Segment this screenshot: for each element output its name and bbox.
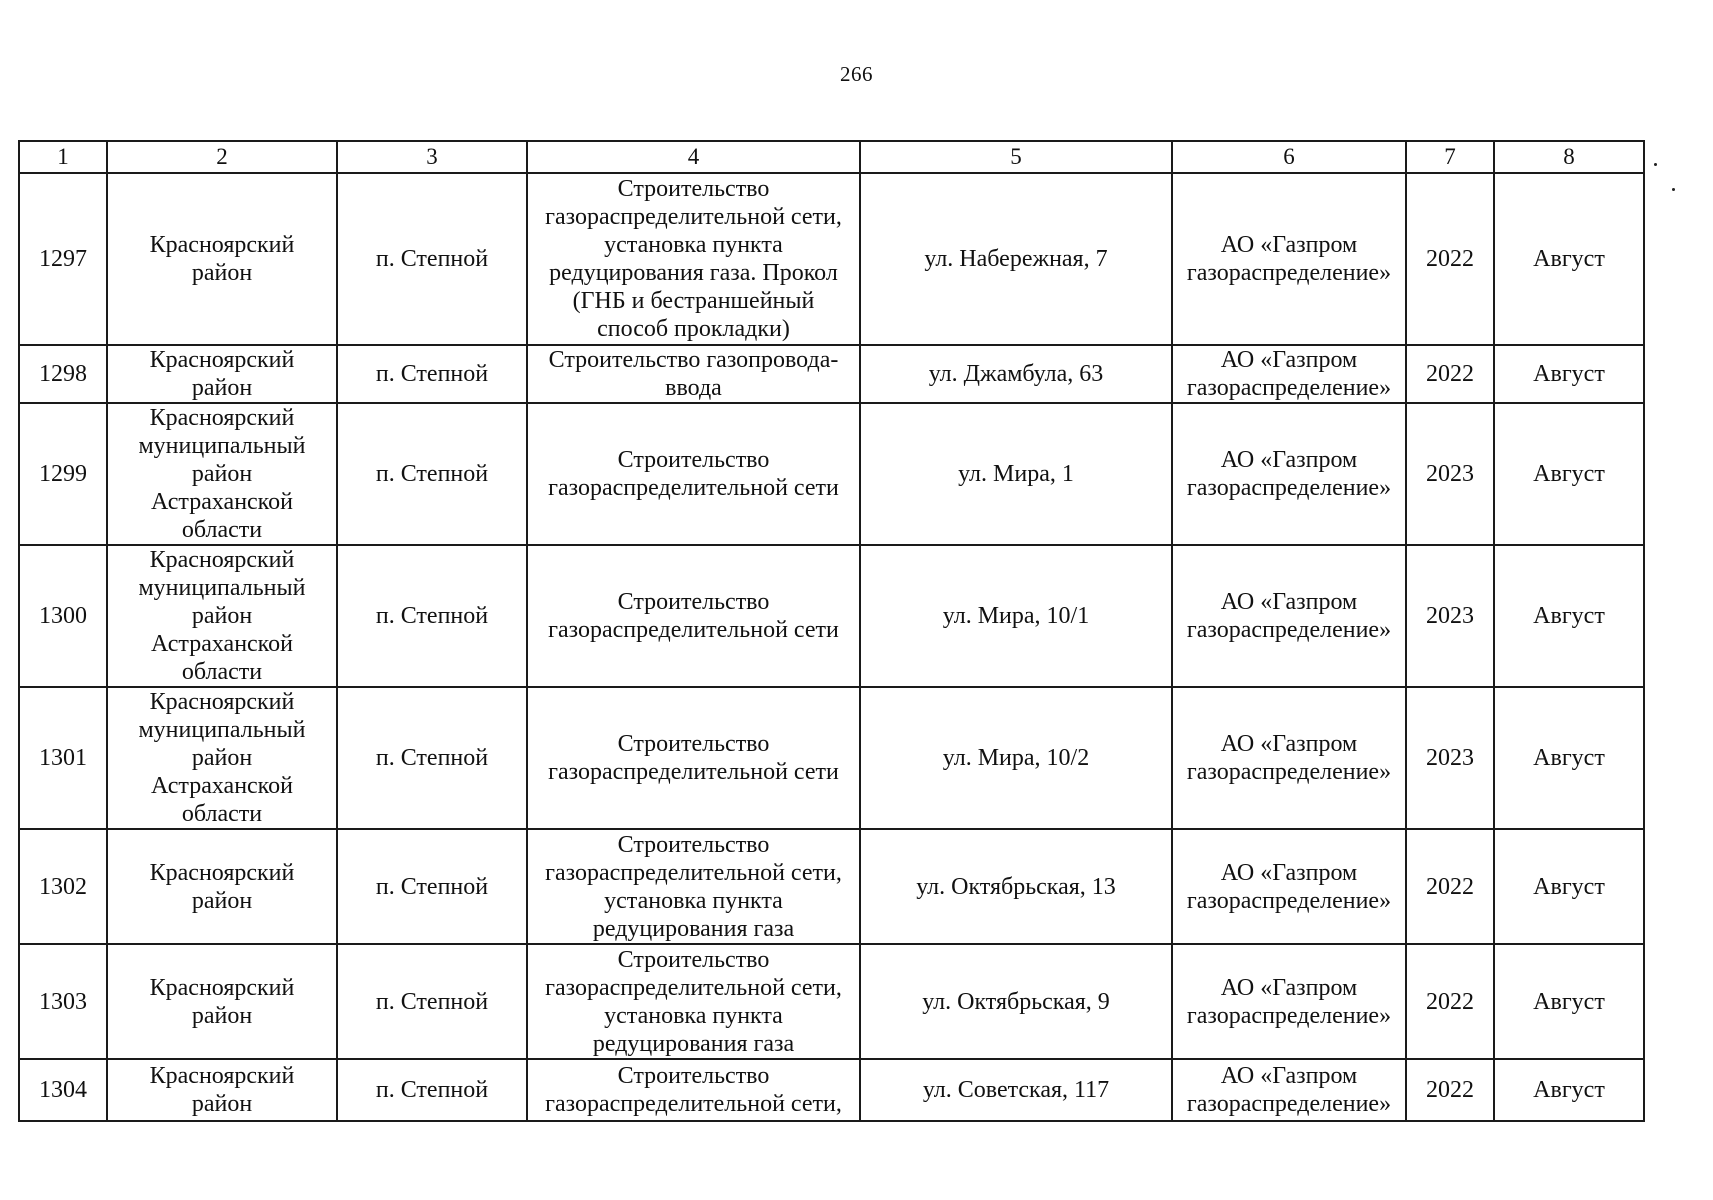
company-cell: АО «Газпром газораспределение» [1186,974,1392,1029]
district-cell: Красноярский район [149,347,295,401]
column-header: 3 [337,141,527,173]
district-cell: Красноярский муниципальный район Астраханской области [138,547,306,685]
scan-speck [1672,188,1675,191]
settlement-cell: п. Степной [337,403,527,545]
month-cell: Август [1494,345,1644,403]
row-number: 1299 [19,403,107,545]
work-description-cell: Строительство газораспределительной сети, установка пункта редуцирования газа [545,946,842,1057]
year-cell: 2023 [1406,687,1494,829]
column-header: 6 [1172,141,1406,173]
settlement-cell: п. Степной [337,173,527,345]
work-description-cell: Строительство газопровода- ввода [548,347,839,401]
company-cell: АО «Газпром газораспределение» [1186,232,1392,286]
year-cell: 2022 [1406,829,1494,944]
district-cell: Красноярский район [149,1063,295,1117]
header-row [19,141,1644,173]
address-cell: ул. Набережная, 7 [860,173,1172,345]
column-header: 5 [860,141,1172,173]
table-row [19,829,1644,944]
year-cell: 2022 [1406,1059,1494,1121]
district-cell: Красноярский муниципальный район Астраханской области [138,405,306,543]
year-cell: 2022 [1406,173,1494,345]
month-cell: Август [1494,944,1644,1059]
row-number: 1301 [19,687,107,829]
work-description-cell: Строительство газораспределительной сети, [545,1063,842,1117]
row-number: 1298 [19,345,107,403]
column-header: 7 [1406,141,1494,173]
settlement-cell: п. Степной [337,345,527,403]
month-cell: Август [1494,545,1644,687]
month-cell: Август [1494,173,1644,345]
scan-speck [1654,163,1657,166]
row-number: 1297 [19,173,107,345]
work-description-cell: Строительство газораспределительной сети [548,447,839,501]
month-cell: Август [1494,687,1644,829]
year-cell: 2023 [1406,403,1494,545]
address-cell: ул. Октябрьская, 9 [860,944,1172,1059]
address-cell: ул. Мира, 10/1 [860,545,1172,687]
column-header: 8 [1494,141,1644,173]
work-description-cell: Строительство газораспределительной сети [548,589,839,643]
company-cell: АО «Газпром газораспределение» [1186,447,1392,501]
table-row [19,345,1644,403]
work-description-cell: Строительство газораспределительной сети [548,731,839,785]
company-cell: АО «Газпром газораспределение» [1186,859,1392,914]
table-row [19,545,1644,687]
table-row [19,687,1644,829]
month-cell: Август [1494,1059,1644,1121]
settlement-cell: п. Степной [337,1059,527,1121]
address-cell: ул. Джамбула, 63 [860,345,1172,403]
column-header: 1 [19,141,107,173]
month-cell: Август [1494,829,1644,944]
column-header: 4 [527,141,860,173]
year-cell: 2023 [1406,545,1494,687]
table-row [19,1059,1644,1121]
address-cell: ул. Советская, 117 [860,1059,1172,1121]
column-header: 2 [107,141,337,173]
district-cell: Красноярский район [149,859,295,914]
settlement-cell: п. Степной [337,829,527,944]
year-cell: 2022 [1406,944,1494,1059]
settlement-cell: п. Степной [337,687,527,829]
work-description-cell: Строительство газораспределительной сети, установка пункта редуцирования газа [545,831,842,942]
company-cell: АО «Газпром газораспределение» [1186,589,1392,643]
company-cell: АО «Газпром газораспределение» [1186,1063,1392,1117]
page-number: 266 [840,62,873,86]
address-cell: ул. Мира, 1 [860,403,1172,545]
company-cell: АО «Газпром газораспределение» [1186,347,1392,401]
district-cell: Красноярский муниципальный район Астраханской области [138,689,306,827]
data-table [18,140,1645,1122]
row-number: 1302 [19,829,107,944]
district-cell: Красноярский район [149,974,295,1029]
row-number: 1300 [19,545,107,687]
table-row [19,173,1644,345]
district-cell: Красноярский район [149,232,295,286]
settlement-cell: п. Степной [337,545,527,687]
row-number: 1304 [19,1059,107,1121]
year-cell: 2022 [1406,345,1494,403]
work-description-cell: Строительство газораспределительной сети, установка пункта редуцирования газа. Прокол (ГНБ и бестраншейный способ прокладки) [545,176,842,342]
table-row [19,944,1644,1059]
address-cell: ул. Октябрьская, 13 [860,829,1172,944]
settlement-cell: п. Степной [337,944,527,1059]
table-row [19,403,1644,545]
company-cell: АО «Газпром газораспределение» [1186,731,1392,785]
month-cell: Август [1494,403,1644,545]
row-number: 1303 [19,944,107,1059]
address-cell: ул. Мира, 10/2 [860,687,1172,829]
